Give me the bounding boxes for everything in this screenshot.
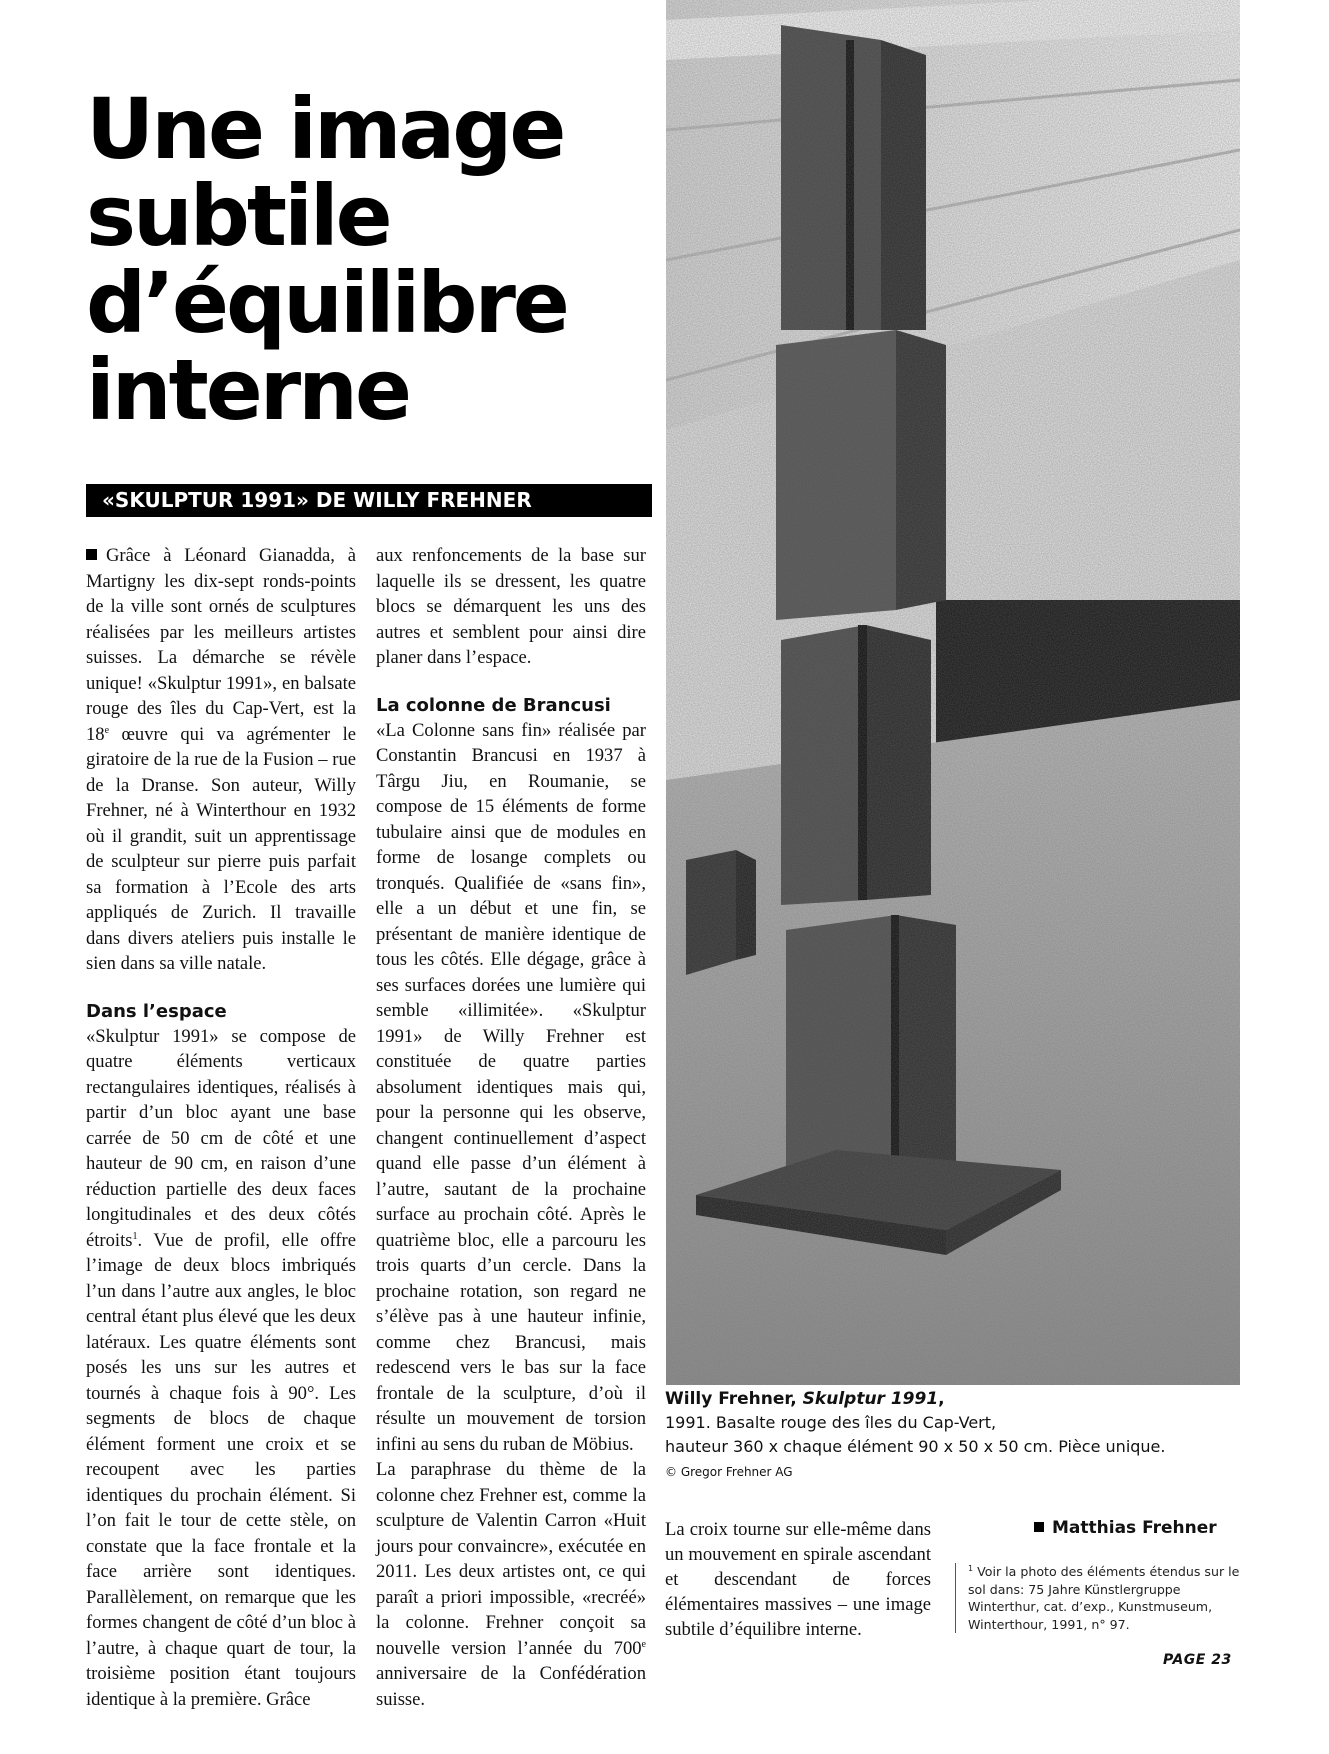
section-heading-space: Dans l’espace: [86, 1000, 227, 1022]
paraphrase-text: La paraphrase du thème de la colonne chez Frehner est, comme la sculpture de Valentin Carron «Huit jours pour convaincre», exécutée en 2011. Les deux artistes ont, ce qui paraît a priori impossible, «recréé» la colonne. Frehner conçoit sa nouvelle version l’année du 700: [376, 1459, 646, 1659]
title-line-4: interne: [86, 341, 409, 439]
superscript: e: [104, 724, 110, 736]
footnote-number: 1: [968, 1563, 974, 1573]
caption-comma: ,: [938, 1389, 945, 1409]
section-space-paragraph: [86, 1024, 356, 1713]
caption-line-dimensions: hauteur 360 x chaque élément 90 x 50 x 50 cm. Pièce unique.: [665, 1437, 1166, 1456]
photo-credit: © Gregor Frehner AG: [665, 1465, 793, 1479]
caption-work: Skulptur 1991: [802, 1389, 939, 1409]
caption-artist: Willy Frehner,: [665, 1389, 803, 1409]
author-name: Matthias Frehner: [1052, 1518, 1217, 1538]
intro-text: Grâce à Léonard Gianadda, à Martigny les dix-sept ronds-points de la ville sont ornés de sculptures réalisées par les meilleurs artistes suisses. La démarche se révèle unique! «Skulptur 1991», en balsate rouge des îles du Cap-Vert, est la 18: [86, 545, 356, 745]
article-title: [86, 80, 686, 439]
caption-line-material: 1991. Basalte rouge des îles du Cap-Vert,: [665, 1413, 997, 1432]
section-space-text: «Skulptur 1991» se compose de quatre éléments verticaux rectangulaires identiques, réalisés à partir d’un bloc ayant une base carrée de 50 cm de côté et une hauteur de 90 cm, en raison d’une réduction partielle des deux faces longitudinales et des deux côtés étroits: [86, 1025, 356, 1251]
section-heading-brancusi: La colonne de Brancusi: [376, 694, 611, 716]
bullet-square-icon: [1034, 1522, 1044, 1532]
author-signature: [1034, 1516, 1224, 1540]
continuation-paragraph: aux renfoncements de la base sur laquelle ils se dressent, les quatre blocs se démarquent les uns des autres et semblent pour ainsi dire planer dans l’espace.: [376, 545, 646, 668]
page-number: PAGE 23: [1163, 1652, 1232, 1668]
text-column-2: [376, 543, 646, 1712]
intro-paragraph: [86, 543, 356, 977]
intro-text-rest: œuvre qui va agrémenter le giratoire de la rue de la Fusion – rue de la Dranse. Son auteur, Willy Frehner, né à Winterthour en 1932 où il grandit, suit un apprentissage de sculpteur sur pierre puis parfait sa formation à l’Ecole des arts appliqués de Zurich. Il travaille dans divers ateliers puis installe le sien dans sa ville natale.: [86, 723, 356, 974]
photo-caption: [665, 1387, 1245, 1485]
footnote-ref: 1: [132, 1230, 138, 1242]
paraphrase-paragraph: [376, 1457, 646, 1712]
title-line-3: d’équilibre: [86, 254, 567, 352]
paraphrase-text-rest: anniversaire de la Confédération suisse.: [376, 1663, 646, 1710]
brancusi-paragraph: «La Colonne sans fin» réalisée par Constantin Brancusi en 1937 à Târgu Jiu, en Roumanie, se compose de 15 éléments de forme tubulaire ainsi que de modules en forme de losange complets ou tronqués. Qualifiée de «sans fin», elle a un début et une fin, se présentant de manière identique de tous les côtés. Elle dégage, grâce à ses surfaces dorées une lumière qui semble «illimitée». «Skulptur 1991» de Willy Frehner est constituée de quatre parties absolument identiques mais qui, pour la personne qui les observe, changent continuellement d’aspect quand elle passe d’un élément à l’autre, sautant de la prochaine surface au prochain côté. Après le quatrième bloc, elle a parcouru les trois quarts d’un cercle. Dans la prochaine rotation, son regard ne s’élève pas à une hauteur infinie, comme chez Brancusi, mais redescend vers le bas sur la face frontale de la sculpture, d’où il résulte un mouvement de torsion infini au sens du ruban de Möbius.: [376, 719, 646, 1455]
closing-paragraph: La croix tourne sur elle-même dans un mouvement en spirale ascendant et descendant de forces élémentaires massives – une image subtile d’équilibre interne.: [665, 1519, 931, 1640]
text-column-1: [86, 543, 356, 1712]
title-line-1: Une image: [86, 80, 564, 178]
article-subtitle: «SKULPTUR 1991» DE WILLY FREHNER: [86, 484, 652, 517]
superscript: e: [641, 1638, 646, 1650]
bullet-square-icon: [86, 549, 97, 560]
sculpture-photo: [666, 0, 1240, 1385]
title-line-2: subtile: [86, 167, 390, 265]
caption-title: [665, 1387, 1245, 1411]
section-space-text-rest: . Vue de profil, elle offre l’image de deux blocs imbriqués l’un dans l’autre aux angles, le bloc central étant plus élevé que les deux latéraux. Les quatre éléments sont posés les uns sur les autres et tournés à chaque fois à 90°. Les segments de blocs de chaque élément forment une croix et se recoupent avec les parties identiques du prochain élément. Si l’on fait le tour de cette stèle, on constate que la face frontale et la face arrière sont identiques. Parallèlement, on remarque que les formes changent de côté d’un bloc à l’autre, à chaque quart de tour, la troisième position étant toujours identique à la première. Grâce: [86, 1229, 356, 1710]
footnote-text: Voir la photo des éléments étendus sur le sol dans: 75 Jahre Künstlergruppe Winterthur, cat. d’exp., Kunstmuseum, Winterthour, 1991, n° 97.: [968, 1564, 1240, 1632]
footnote: [955, 1563, 1240, 1633]
